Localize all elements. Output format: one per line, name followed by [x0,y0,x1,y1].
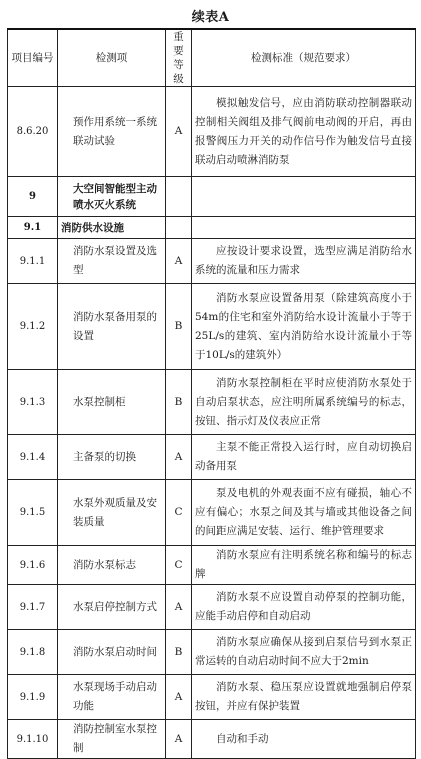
row-no: 8.6.20 [8,87,58,177]
row-item-text: 消防水泵启动时间 [73,645,157,658]
row-importance: C [166,546,192,585]
row-criteria: 消防水泵应确保从接到启泵信号到水泵正常运转的自动启动时间不应大于2min [192,630,416,675]
row-importance: B [166,630,192,675]
row-criteria [192,217,416,239]
row-no: 9.1.2 [8,284,58,370]
row-no: 9.1.10 [8,720,58,759]
row-no: 9 [8,177,58,217]
row-importance: A [166,675,192,720]
row-item-text: 主备泵的切换 [73,450,136,463]
table-row [8,675,416,720]
row-item-text: 大空间智能型主动喷水灭火系统 [73,182,157,211]
table-row [8,630,416,675]
row-importance: B [166,370,192,435]
row-item [58,435,166,480]
row-no: 9.1 [8,217,58,239]
table-row [8,585,416,630]
inspection-standards-table [7,28,416,759]
row-item-text: 消防供水设施 [61,221,124,234]
row-item [58,675,166,720]
row-criteria [192,177,416,217]
table-row-section [8,177,416,217]
row-importance: A [166,435,192,480]
row-criteria: 模拟触发信号，应由消防联动控制器联动控制相关阀组及排气阀前电动阀的开启，再由报警阀压力开关的动作信号作为触发信号直接联动启动喷淋消防泵 [192,87,416,177]
row-no: 9.1.3 [8,370,58,435]
row-item [58,585,166,630]
row-importance: A [166,720,192,759]
row-criteria: 消防水泵控制柜在平时应使消防水泵处于自动启泵状态，应注明所属系统编号的标志，按钮、指示灯及仪表应正常 [192,370,416,435]
table-row [8,87,416,177]
row-importance [166,177,192,217]
header-importance: 重要等级 [166,29,192,87]
header-item-no: 项目编号 [8,29,58,87]
row-no: 9.1.7 [8,585,58,630]
row-importance: A [166,87,192,177]
row-item [58,284,166,370]
table-row-section [8,217,416,239]
row-importance [166,217,192,239]
row-no: 9.1.4 [8,435,58,480]
table-row [8,239,416,284]
table-row [8,370,416,435]
row-item [58,720,166,759]
row-criteria: 消防水泵、稳压泵应设置就地强制启停泵按钮，并应有保护装置 [192,675,416,720]
header-item: 检测项 [58,29,166,87]
row-item [58,87,166,177]
table-row [8,284,416,370]
row-criteria: 消防水泵应有注明系统名称和编号的标志牌 [192,546,416,585]
row-no: 9.1.1 [8,239,58,284]
row-criteria: 主泵不能正常投入运行时，应自动切换启动备用泵 [192,435,416,480]
row-criteria: 消防水泵不应设置自动停泵的控制功能，应能手动启停和自动启动 [192,585,416,630]
table-row [8,480,416,546]
row-no: 9.1.6 [8,546,58,585]
row-no: 9.1.9 [8,675,58,720]
row-no: 9.1.8 [8,630,58,675]
row-item [58,239,166,284]
row-item-text: 消防水泵设置及选型 [73,245,157,276]
row-importance: A [166,239,192,284]
row-importance: C [166,480,192,546]
table-row [8,720,416,759]
table-title: 续表A [191,10,230,25]
row-item-text: 水泵现场手动启动功能 [73,681,157,712]
row-item-text: 预作用系统一系统联动试验 [73,115,157,147]
row-item-text: 消防控制室水泵控制 [73,723,157,754]
row-item [58,370,166,435]
row-item-text: 水泵启停控制方式 [73,600,157,613]
row-importance: B [166,284,192,370]
row-criteria: 消防水泵应设置备用泵（除建筑高度小于54m的住宅和室外消防给水设计流量小于等于25L/s的建筑、室内消防给水设计流量小于等于10L/s的建筑外） [192,284,416,370]
row-item [58,630,166,675]
row-criteria: 自动和手动 [192,720,416,759]
table-header-row [8,29,416,87]
row-criteria: 应按设计要求设置，选型应满足消防给水系统的流量和压力需求 [192,239,416,284]
row-no: 9.1.5 [8,480,58,546]
row-item-text: 水泵外观质量及安装质量 [73,496,157,528]
row-item-text: 消防水泵标志 [73,558,136,571]
table-row [8,435,416,480]
row-criteria: 泵及电机的外观表面不应有碰损，轴心不应有偏心；水泵之间及其与墙或其他设备之间的间距应满足安装、运行、维护管理要求 [192,480,416,546]
row-item-text: 水泵控制柜 [73,395,126,408]
row-item [58,177,166,217]
table-row [8,546,416,585]
row-item [58,217,166,239]
row-item [58,546,166,585]
row-item [58,480,166,546]
row-importance: A [166,585,192,630]
row-item-text: 消防水泵备用泵的设置 [73,310,157,342]
header-criteria: 检测标准（规范要求） [192,29,416,87]
